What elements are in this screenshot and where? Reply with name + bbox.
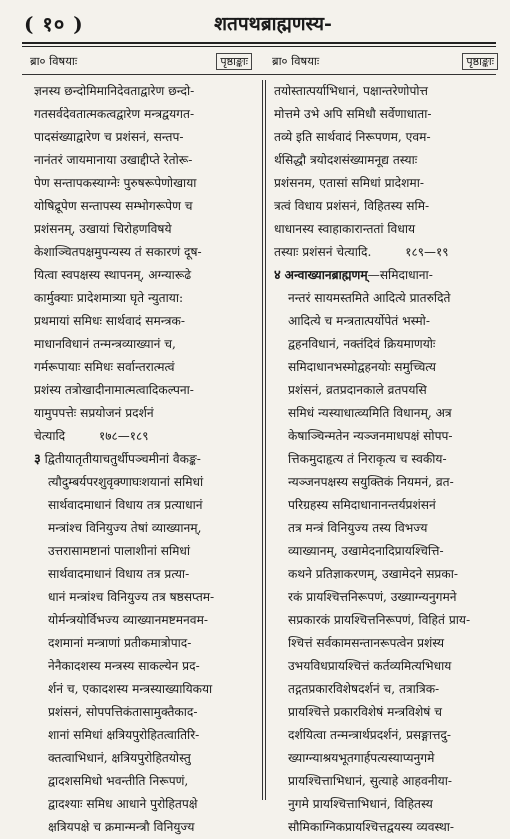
text-line: नानंतरं जायमानाया उखाद्दीप्ते रेतोरू-	[34, 153, 193, 167]
right-column	[274, 80, 500, 839]
text-line: द्वहनविधानं, नक्तंदिवं क्रियमाणयोः	[288, 337, 436, 351]
text-line: उत्तरासामष्टानां पालाशीनां समिधां	[48, 544, 191, 558]
text-line-with-range	[274, 241, 500, 264]
text-line: योषिद्रूपेण सन्तापस्य सम्भोगरूपेण च	[34, 199, 193, 213]
header-rule-thick	[22, 42, 496, 44]
text-line: सौमिकाग्निकप्रायश्चित्तद्वयस्य व्यवस्था-	[288, 820, 455, 834]
text-line: प्रायश्चित्ताभिधानं, सुत्याहे आहवनीया-	[288, 774, 453, 788]
header-rule-thin	[22, 46, 496, 47]
text-line: केषाञ्चिन्मतेन न्यञ्जनमाधपक्षं सोपप-	[288, 429, 453, 443]
text-line: केशाञ्चितपक्षमुपन्यस्य तं सकारणं दूष-	[34, 245, 202, 259]
text-line: माधानविधानं तन्मन्त्रव्याख्यानं च,	[34, 337, 176, 351]
page-range: १७८—१८९	[99, 429, 149, 443]
running-header	[24, 8, 492, 38]
text-line: र्शनं च, एकादशस्य मन्त्रस्याख्यायिकया	[48, 682, 213, 696]
text-line: ख्याग्न्याश्रयभूतगार्हपत्यस्याप्यनुगमे	[288, 751, 435, 765]
text-line: यित्वा स्वपक्षस्य स्थापनम्, अग्न्यारूढे	[34, 268, 192, 282]
text-line: उभयविधप्रायश्चित्तं कर्तव्यमित्यभिधाय	[288, 659, 452, 673]
page-number: ( १० )	[24, 11, 84, 36]
text-line: ज्ञनस्य छन्दोमिमानिदेवताद्वारेण छन्दो-	[34, 84, 195, 98]
left-page-label: पृष्ठाङ्काः	[216, 53, 252, 70]
text-line: शानां समिधां क्षत्रियपुरोहितत्वातिरि-	[48, 728, 200, 742]
text-line: तत्र मन्त्रं विनियुज्य तस्य विभज्य	[288, 521, 428, 535]
text-line: सार्थवादमाधानं विधाय तत्र प्रत्या-	[48, 567, 190, 581]
text-line-end: तस्याः प्रशंसनं चेत्यादि.	[274, 245, 372, 259]
text-line: नन्तरं सायमस्तमिते आदित्ये प्रातरुदिते	[288, 291, 451, 305]
section-number: ४	[274, 268, 281, 283]
text-line-with-range	[34, 425, 256, 448]
text-line: प्रायश्चित्ते प्रकारविशेषं मन्त्रविशेषं च	[288, 705, 442, 719]
text-line: क्तत्वाभिधानं, क्षत्रियपुरोहितयोस्तु	[48, 751, 191, 765]
text-line: आदित्ये च मन्त्रतात्पर्योपेतं भस्मो-	[288, 314, 430, 328]
text-line: कथने प्रतिज्ञाकरणम्, उखामेदने सप्रका-	[288, 567, 458, 581]
text-line: प्रथमायां समिधः सार्थवादं समन्त्रक-	[34, 314, 185, 328]
text-line: नेनैकादशस्य मन्त्रस्य साकल्येन प्रद-	[48, 659, 200, 673]
column-divider	[262, 80, 263, 800]
left-column	[34, 80, 256, 839]
left-column-subheader	[30, 52, 252, 70]
text-line: यामुपपत्तेः सप्रयोजनं प्रदर्शनं	[34, 406, 154, 420]
text-line: र्थसिद्धौ त्रयोदशसंख्यामनूद्य तस्याः	[274, 153, 418, 167]
text-line: प्रशंसनं, व्रतप्रदानकाले व्रतपयसि	[288, 383, 427, 397]
column-divider-second	[265, 80, 266, 800]
text-line: रकं प्रायश्चित्तनिरूपणं, उख्याग्न्यनुगमने	[288, 590, 457, 604]
text-line: प्रशंसनं, सोपपत्तिकंतासामुक्तैकाद-	[48, 705, 198, 719]
text-line: परिग्रहस्य समिदाधानानन्तर्यप्रशंसनं	[288, 498, 436, 512]
text-line: गर्मरूपायाः समिधः सर्वान्तरात्मत्वं	[34, 360, 175, 374]
text-line: मन्त्रांश्च विनियुज्य तेषां व्याख्यानम्,	[48, 521, 202, 535]
text-line: प्रशंस्य तत्रोखादीनामात्मत्वादिकल्पना-	[34, 383, 194, 397]
text-line: सार्थवादमाधानं विधाय तत्र प्रत्याधानं	[48, 498, 203, 512]
text-line: प्रशंसनम, एतासां समिधां प्रादेशमा-	[274, 176, 424, 190]
text-line: दर्शयित्वा तन्मन्त्रार्थप्रदर्शनं, प्रसङ्गात्तदु-	[288, 728, 452, 742]
text-line: नुगमे प्रायश्चित्ताभिधानं, विहितस्य	[288, 797, 433, 811]
right-column-subheader	[272, 52, 498, 70]
text-line: सप्रकारकं प्रायश्चित्तनिरूपणं, विहितं प्राय-	[288, 613, 471, 627]
running-title: शतपथब्राह्मणस्य-	[214, 13, 332, 35]
text-line: श्चित्तं सर्वकामसन्तानरूपत्वेन प्रशंस्य	[288, 636, 445, 650]
text-line: धाधानस्य स्वाहाकारान्ततां विधाय	[274, 222, 416, 236]
text-line: गतसर्वदेवतात्मकत्वद्वारेण मन्त्रद्वयगत-	[34, 107, 195, 121]
text-line: त्यौदुम्बर्यपरशुवृक्णाघःशयानां समिधां	[48, 475, 204, 489]
section-title: अन्वाख्यानब्राह्मणम्	[284, 268, 368, 282]
text-line: योर्मन्त्रयोर्विभज्य व्याख्यानमष्टमनवम-	[48, 613, 208, 627]
section-title-rest: —समिदाधाना-	[367, 268, 433, 282]
text-line: व्याख्यानम्, उखामेदनादिप्रायश्चित्ति-	[288, 544, 444, 558]
text-line: द्वितीयातृतीयाचतुर्थीपञ्चमीनां वैकङ्क-	[44, 452, 201, 466]
text-line: दशमानां मन्त्राणां प्रतीकमात्रोपाद-	[48, 636, 192, 650]
text-line: तद्गतप्रकारविशेषदर्शनं च, तत्रात्रिक-	[288, 682, 440, 696]
right-brahmana-label: ब्रा० विषयाः	[272, 53, 320, 68]
text-line: धानं मन्त्रांश्च विनियुज्य तत्र षष्ठसप्तम-	[48, 590, 215, 604]
text-line: त्रत्वं विधाय प्रशंसनं, विहितस्य समि-	[274, 199, 430, 213]
section-4-first-line	[274, 264, 500, 287]
subheader-rule	[22, 74, 496, 75]
text-line: तव्ये इति सार्थवादं निरूपणम, एवम-	[274, 130, 431, 144]
text-line: पादसंख्याद्वारेण च प्रशंसनं, सन्तप-	[34, 130, 184, 144]
right-page-label: पृष्ठाङ्काः	[462, 53, 498, 70]
text-line: तयोस्तात्पर्याभिधानं, पक्षान्तरेणोपोत्त	[274, 84, 428, 98]
text-line: क्षत्रियपक्षे च क्रमान्मन्त्रौ विनियुज्य	[48, 820, 195, 834]
text-line: प्रशंसनम्, उखायां चिरोहणविषये	[34, 222, 172, 236]
text-line: न्यञ्जनपक्षस्य सयुक्तिकं नियमनं, व्रत-	[288, 475, 454, 489]
text-line: समिदाधानभस्मोद्वहनयोः समुच्चित्य	[288, 360, 436, 374]
text-line-end: चेत्यादि	[34, 429, 66, 443]
page-range: १८९—१९	[405, 245, 449, 259]
text-line: द्वादश्याः समिध आधाने पुरोहितपक्षे	[48, 797, 198, 811]
text-line: समिधं न्यस्याधात्व्यमिति विधानम्, अत्र	[288, 406, 452, 420]
text-line: पेण सन्तापकस्याग्नेः पुरुषरूपेणोखाया	[34, 176, 197, 190]
section-3-first-line	[34, 448, 256, 471]
text-line: त्तिकमुदाहृत्य तं निराकृत्य च स्वकीय-	[288, 452, 447, 466]
left-brahmana-label: ब्रा० विषयाः	[30, 53, 78, 68]
section-number: ३	[34, 452, 41, 467]
text-line: द्वादशसमिधो भवन्तीति निरूपणं,	[48, 774, 189, 788]
text-line: मोत्तमे उभे अपि समिधौ सर्वेणाधाता-	[274, 107, 432, 121]
text-line: कार्मुक्याः प्रादेशमात्र्या घृते न्युताया:	[34, 291, 184, 305]
